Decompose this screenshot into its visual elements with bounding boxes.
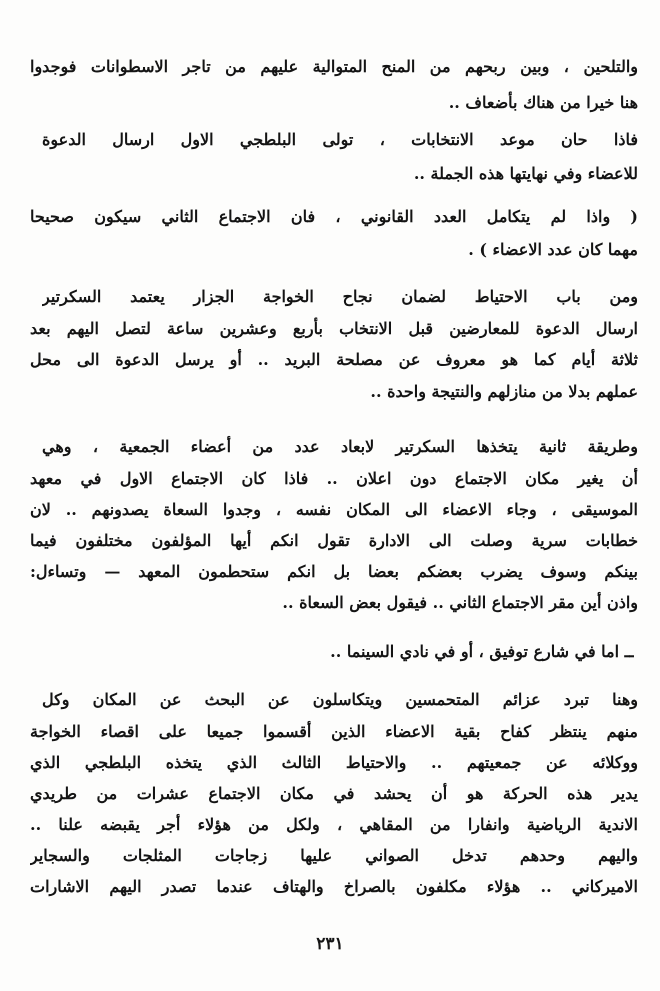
- text-line: ( واذا لم يتكامل العدد القانوني ، فان الاجتماع الثاني سيكون صحيحا: [30, 207, 638, 226]
- text-line: وهنا تبرد عزائم المتحمسين ويتكاسلون عن البحث عن المكان وكل: [42, 690, 638, 709]
- text-line: ارسال الدعوة للمعارضين قبل الانتخاب بأربع وعشرين ساعة لتصل اليهم بعد: [30, 319, 638, 338]
- text-line: فاذا حان موعد الانتخابات ، تولى البلطجي الاول ارسال الدعوة: [42, 130, 638, 149]
- text-line: ومن باب الاحتياط لضمان نجاح الخواجة الجزار يعتمد السكرتير: [42, 287, 638, 306]
- text-line: أن يغير مكان الاجتماع دون اعلان .. فاذا كان الاجتماع الاول في معهد: [30, 469, 638, 488]
- text-line: والتلحين ، وبين ربحهم من المنح المتوالية عليهم من تاجر الاسطوانات فوجدوا: [30, 57, 638, 76]
- page-number: ٢٣١: [316, 934, 344, 954]
- text-line: منهم ينتظر كفاح بقية الاعضاء الذين أقسموا جميعا على اقصاء الخواجة: [30, 722, 638, 741]
- text-line: يدير هذه الحركة هو أن يحشد في مكان الاجتماع عشرات من طريدي: [30, 784, 638, 803]
- text-line: بينكم وسوف يضرب بعضكم بعضا بل انكم ستحطمون المعهد — وتساءل:: [30, 562, 638, 581]
- text-line: واليهم وحدهم تدخل الصواني عليها زجاجات المثلجات والسجاير: [30, 846, 638, 865]
- text-line: واذن أين مقر الاجتماع الثاني .. فيقول بعض السعاة ..: [282, 593, 638, 612]
- text-line: ووكلائه عن جمعيتهم .. والاحتياط الثالث الذي يتخذه البلطجي الذي: [30, 753, 638, 772]
- text-line: الموسيقى ، وجاء الاعضاء الى المكان نفسه ، وجدوا السعاة يصدونهم .. لان: [30, 500, 638, 519]
- text-line: ــ اما في شارع توفيق ، أو في نادي السينما ..: [330, 642, 634, 661]
- text-line: هنا خيرا من هناك بأضعاف ..: [448, 93, 638, 112]
- text-line: للاعضاء وفي نهايتها هذه الجملة ..: [413, 164, 638, 183]
- text-line: ثلاثة أيام كما هو معروف عن مصلحة البريد .. أو يرسل الدعوة الى محل: [30, 350, 638, 369]
- text-line: خطابات سرية وصلت الى الادارة تقول انكم أيها المؤلفون مختلفون فيما: [30, 531, 638, 550]
- text-line: الاميركاني .. هؤلاء مكلفون بالصراخ والهتاف عندما تصدر اليهم الاشارات: [30, 877, 638, 896]
- text-line: مهما كان عدد الاعضاء ) .: [468, 240, 638, 259]
- text-line: الاندية الرياضية وانفارا من المقاهي ، ولكل من هؤلاء أجر يقبضه علنا ..: [30, 815, 638, 834]
- text-line: وطريقة ثانية يتخذها السكرتير لابعاد عدد من أعضاء الجمعية ، وهي: [42, 437, 638, 456]
- text-line: عملهم بدلا من منازلهم والنتيجة واحدة ..: [370, 382, 638, 401]
